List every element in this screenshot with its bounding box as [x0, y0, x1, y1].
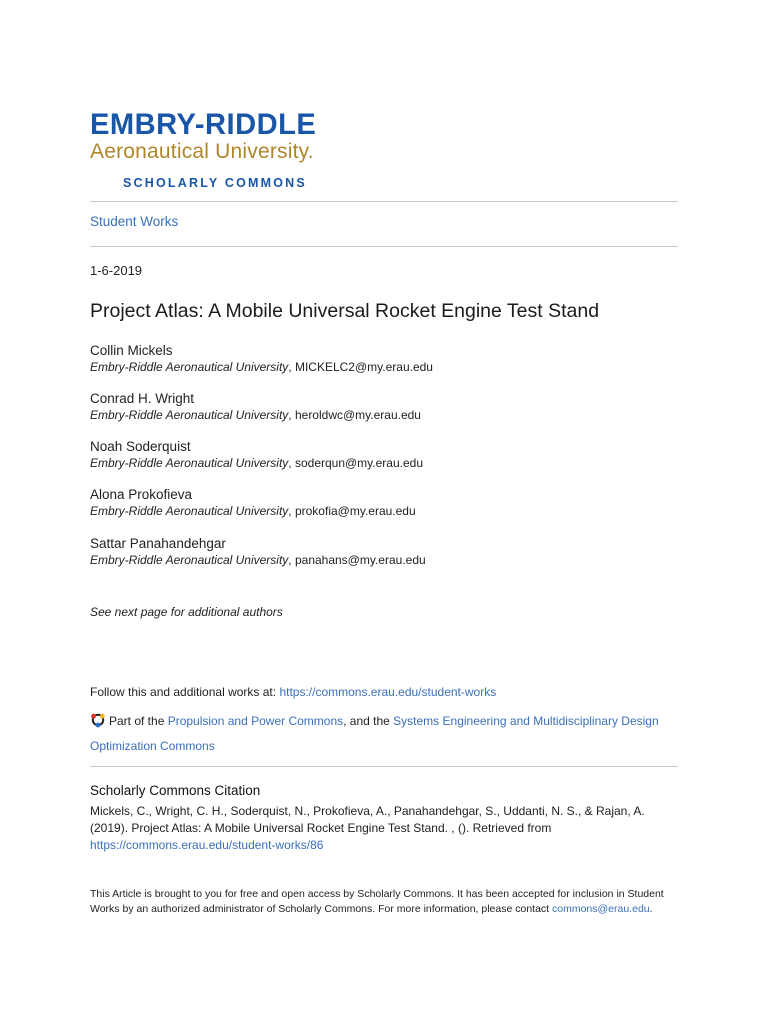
author-name: Alona Prokofieva: [90, 487, 193, 502]
network-commons-icon: [90, 712, 106, 735]
author-affiliation: Embry-Riddle Aeronautical University: [90, 408, 289, 422]
author-affiliation: Embry-Riddle Aeronautical University: [90, 553, 289, 567]
author-name: Noah Soderquist: [90, 439, 191, 454]
author-name: Sattar Panahandehgar: [90, 536, 226, 551]
author-affiliation-line: [90, 503, 678, 520]
article-title: Project Atlas: A Mobile Universal Rocket Engine Test Stand: [90, 300, 600, 322]
access-notice-text: This Article is brought to you for free and open access by Scholarly Commons. It has been accepted for inclusion in Student Works by an authorized administrator of Scholarly Commons. For more information, please contact: [90, 888, 664, 915]
author-email: , soderqun@my.erau.edu: [288, 456, 423, 470]
author-email: , MICKELC2@my.erau.edu: [288, 360, 433, 374]
citation-link[interactable]: https://commons.erau.edu/student-works/86: [90, 838, 324, 852]
publication-date: 1-6-2019: [90, 263, 143, 278]
additional-authors-note: See next page for additional authors: [90, 605, 283, 619]
author-entry: [90, 390, 678, 424]
part-of-prefix: Part of the: [109, 714, 168, 728]
contact-email-link[interactable]: commons@erau.edu: [552, 903, 650, 915]
citation-text: Mickels, C., Wright, C. H., Soderquist, N., Prokofieva, A., Panahandehgar, S., Uddanti, N. S., & Rajan, A. (2019). Project Atlas: A Mobile Universal Rocket Engine Test Stand. , (). Retrieved from: [90, 804, 645, 835]
author-entry: [90, 535, 678, 569]
propulsion-commons-link[interactable]: Propulsion and Power Commons: [167, 714, 344, 728]
author-email: , heroldwc@my.erau.edu: [288, 408, 421, 422]
author-affiliation-line: [90, 455, 678, 472]
student-works-link[interactable]: https://commons.erau.edu/student-works: [279, 685, 497, 699]
author-affiliation: Embry-Riddle Aeronautical University: [90, 360, 289, 374]
follow-text: Follow this and additional works at:: [90, 685, 280, 699]
author-entry: [90, 342, 678, 376]
access-notice-end: .: [649, 903, 653, 915]
author-affiliation: Embry-Riddle Aeronautical University: [90, 504, 289, 518]
access-notice: [90, 887, 678, 917]
author-name: Collin Mickels: [90, 343, 173, 358]
author-email: , panahans@my.erau.edu: [288, 553, 426, 567]
author-name: Conrad H. Wright: [90, 391, 195, 406]
logo-subtitle: Aeronautical University.: [90, 140, 314, 163]
systems-engineering-commons-link[interactable]: Systems Engineering and Multidisciplinary Design Optimization Commons: [90, 714, 659, 753]
divider-top: [90, 201, 678, 202]
part-of-line: [90, 710, 678, 757]
author-affiliation-line: [90, 552, 678, 569]
author-email: , prokofia@my.erau.edu: [288, 504, 416, 518]
author-affiliation-line: [90, 359, 678, 376]
part-of-middle: , and the: [343, 714, 394, 728]
logo-wordmark: EMBRY-RIDDLE: [90, 108, 317, 141]
citation-heading: Scholarly Commons Citation: [90, 783, 261, 798]
divider-collection: [90, 246, 678, 247]
follow-line: [90, 685, 496, 699]
logo-tagline: SCHOLARLY COMMONS: [123, 176, 307, 190]
author-affiliation: Embry-Riddle Aeronautical University: [90, 456, 289, 470]
author-entry: [90, 486, 678, 520]
divider-citation: [90, 766, 678, 767]
collection-link[interactable]: Student Works: [90, 214, 179, 229]
citation-text-block: [90, 803, 678, 854]
author-affiliation-line: [90, 407, 678, 424]
university-logo[interactable]: [90, 110, 323, 190]
author-entry: [90, 438, 678, 472]
